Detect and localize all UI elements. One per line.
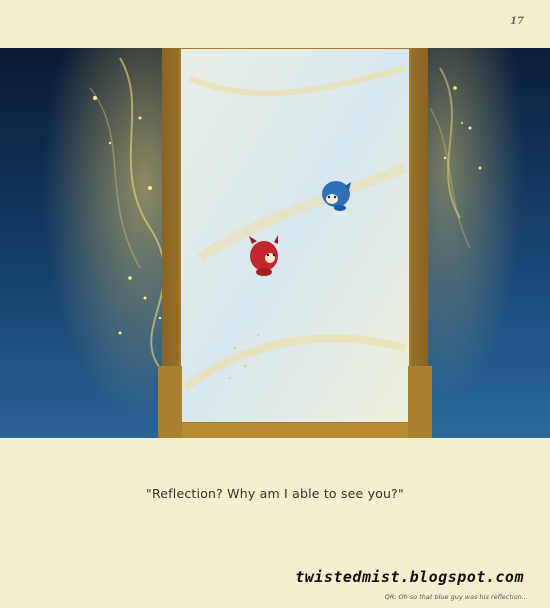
- qr-note: QR: Oh so that blue guy was his reflection...: [384, 593, 528, 601]
- page-number: 17: [510, 16, 524, 27]
- dialogue-caption: "Reflection? Why am I able to see you?": [146, 486, 404, 501]
- blog-watermark: twistedmist.blogspot.com: [295, 568, 524, 586]
- comic-panel: [0, 48, 550, 438]
- panel-artwork: [0, 48, 550, 438]
